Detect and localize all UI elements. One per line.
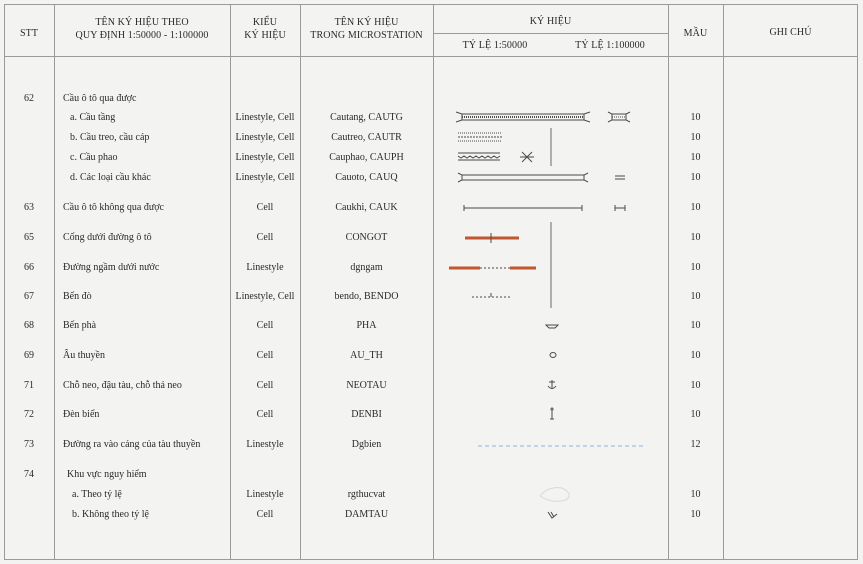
- culvert-symbol: [465, 222, 551, 308]
- row-type: Linestyle, Cell: [235, 152, 295, 163]
- row-color: 10: [690, 232, 701, 243]
- row-color: 12: [690, 439, 701, 450]
- row-type: Linestyle, Cell: [235, 132, 295, 143]
- row-name: Âu thuyền: [63, 350, 105, 361]
- row-ms-name: Dgbien: [351, 439, 382, 450]
- row-name: b. Cầu treo, cầu cáp: [70, 132, 150, 143]
- row-name: Đường ngầm dưới nước: [63, 262, 160, 273]
- row-type: Cell: [256, 380, 274, 391]
- row-ms-name: Cautang, CAUTG: [330, 112, 403, 123]
- row-name: Bến đò: [63, 291, 92, 302]
- header-symbol-type-line1: KIỂU: [252, 17, 278, 28]
- row-ms-name: AU_TH: [350, 350, 383, 361]
- row-color: 10: [690, 320, 701, 331]
- bridge-multilevel-symbol: [456, 112, 630, 122]
- row-ms-name: dgngam: [350, 262, 383, 273]
- row-stt: 73: [24, 439, 34, 450]
- row-type: Linestyle: [246, 439, 284, 450]
- row-stt: 65: [24, 232, 34, 243]
- row-color: 10: [690, 509, 701, 520]
- row-color: 10: [690, 112, 701, 123]
- row-ms-name: DENBI: [351, 409, 382, 420]
- row-name: a. Theo tỷ lệ: [72, 489, 122, 500]
- row-color: 10: [690, 489, 701, 500]
- row-stt: 62: [24, 93, 34, 104]
- row-type: Linestyle: [246, 262, 284, 273]
- row-name: Khu vực nguy hiểm: [67, 469, 147, 480]
- header-microstation-name-line2: TRONG MICROSTATION: [310, 30, 423, 41]
- row-stt: 74: [24, 469, 34, 480]
- row-type: Linestyle, Cell: [235, 291, 295, 302]
- row-name: Cầu ô tô không qua được: [63, 202, 164, 213]
- row-type: Cell: [256, 320, 274, 331]
- row-name: Cống dưới đường ô tô: [63, 232, 152, 243]
- wreck-symbol: [548, 512, 557, 518]
- header-notes: GHI CHÚ: [769, 27, 812, 38]
- row-color: 10: [690, 350, 701, 361]
- row-stt: 66: [24, 262, 34, 273]
- row-color: 10: [690, 202, 701, 213]
- row-ms-name: Cautreo, CAUTR: [331, 132, 402, 143]
- anchor-symbol: [548, 380, 556, 389]
- row-ms-name: Cauphao, CAUPH: [329, 152, 404, 163]
- header-scale-100000: TỶ LỆ 1:100000: [575, 40, 645, 51]
- ferry-landing-symbol: [472, 293, 510, 297]
- other-bridge-symbol: [458, 173, 625, 182]
- row-ms-name: NEOTAU: [346, 380, 387, 391]
- non-passable-bridge-symbol: [464, 205, 625, 211]
- row-color: 10: [690, 152, 701, 163]
- row-ms-name: Caukhi, CAUK: [335, 202, 398, 213]
- row-name: Cầu ô tô qua được: [63, 93, 137, 104]
- row-type: Cell: [256, 232, 274, 243]
- header-symbol: KÝ HIỆU: [529, 16, 572, 27]
- row-type: Cell: [256, 202, 274, 213]
- ship-lock-symbol: [550, 353, 556, 358]
- row-color: 10: [690, 172, 701, 183]
- header-stt: STT: [19, 28, 39, 39]
- row-ms-name: DAMTAU: [344, 509, 389, 520]
- header-scale-50000: TỶ LỆ 1:50000: [462, 40, 528, 51]
- row-name: b. Không theo tỷ lệ: [72, 509, 149, 520]
- header-symbol-name-line1: TÊN KÝ HIỆU THEO: [95, 17, 189, 28]
- row-ms-name: rgthucvat: [347, 489, 386, 500]
- row-stt: 72: [24, 409, 34, 420]
- row-name: d. Các loại cầu khác: [70, 172, 151, 183]
- row-name: Đường ra vào cảng của tàu thuyền: [63, 439, 201, 450]
- row-color: 10: [690, 132, 701, 143]
- row-ms-name: bendo, BENDO: [334, 291, 399, 302]
- row-stt: 63: [24, 202, 34, 213]
- row-name: Bến phà: [63, 320, 97, 331]
- row-stt: 71: [24, 380, 34, 391]
- row-color: 10: [690, 262, 701, 273]
- header-symbol-name-line2: QUY ĐỊNH 1:50000 - 1:100000: [75, 30, 209, 41]
- lighthouse-symbol: [550, 408, 554, 419]
- row-type: Cell: [256, 409, 274, 420]
- row-type: Linestyle: [246, 489, 284, 500]
- row-type: Linestyle, Cell: [235, 172, 295, 183]
- row-name: c. Cầu phao: [70, 152, 118, 163]
- danger-area-symbol: [540, 488, 569, 502]
- row-type: Linestyle, Cell: [235, 112, 295, 123]
- header-symbol-type-line2: KÝ HIỆU: [244, 30, 286, 41]
- row-ms-name: PHA: [356, 320, 377, 331]
- ferry-symbol: [546, 325, 558, 328]
- row-name: Chỗ neo, đậu tàu, chỗ thả neo: [63, 380, 182, 391]
- row-color: 10: [690, 380, 701, 391]
- row-name: Đèn biển: [63, 409, 100, 420]
- pontoon-bridge-symbol: [458, 152, 534, 162]
- row-color: 10: [690, 409, 701, 420]
- header-color: MẦU: [683, 28, 708, 39]
- row-stt: 69: [24, 350, 34, 361]
- header-microstation-name-line1: TÊN KÝ HIỆU: [334, 17, 399, 28]
- row-stt: 67: [24, 291, 34, 302]
- row-color: 10: [690, 291, 701, 302]
- row-type: Cell: [256, 350, 274, 361]
- row-stt: 68: [24, 320, 34, 331]
- row-ms-name: CONGOT: [345, 232, 388, 243]
- row-name: a. Cầu tầng: [70, 112, 116, 123]
- row-ms-name: Cauoto, CAUQ: [335, 172, 398, 183]
- row-type: Cell: [256, 509, 274, 520]
